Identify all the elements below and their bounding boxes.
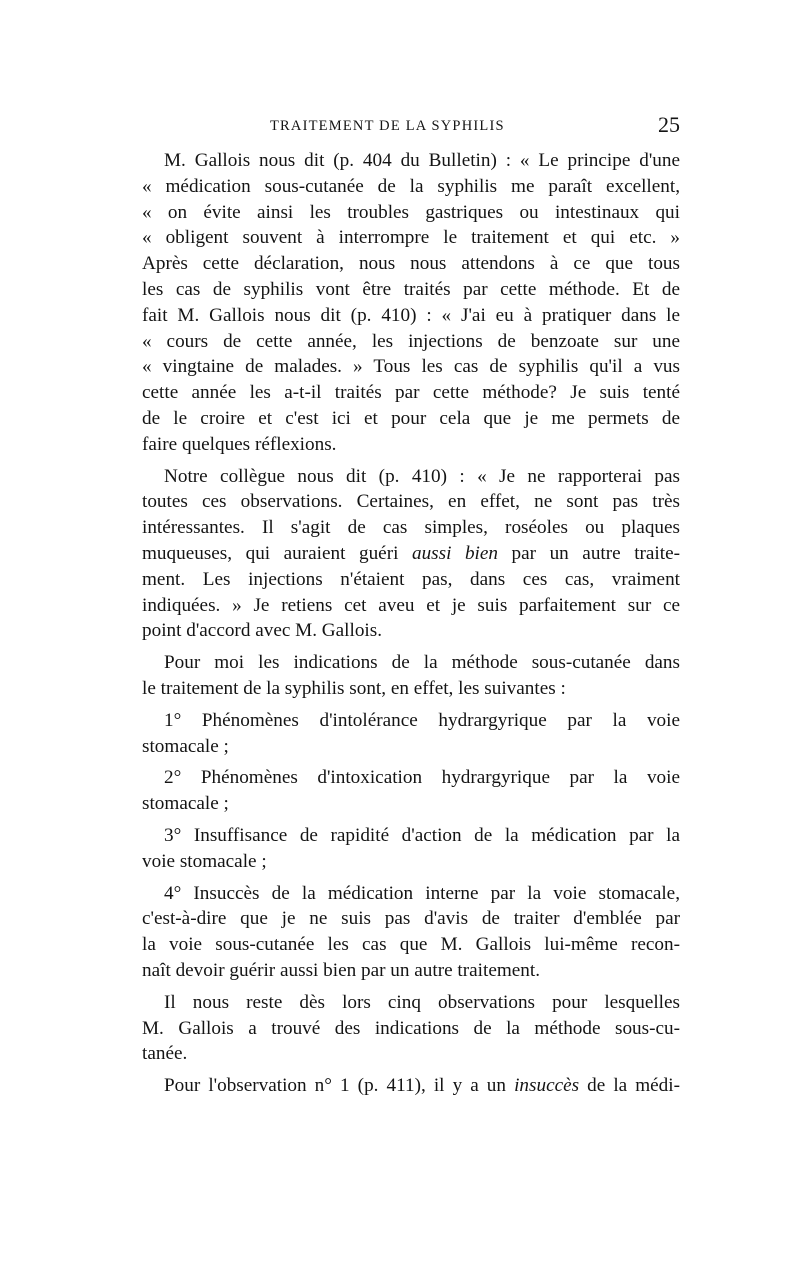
text-line: fait M. Gallois nous dit (p. 410) : « J'ai eu à pratiquer dans le: [142, 304, 680, 326]
text-run: de la médi-: [579, 1075, 681, 1097]
text-line-with-italic: [120, 541, 680, 567]
text-line: de le croire et c'est ici et pour cela que je me permets de: [142, 407, 680, 429]
text-run: par un autre traite-: [498, 542, 680, 564]
text-line: « cours de cette année, les injections de benzoate sur une: [142, 330, 680, 352]
text-line: tanée.: [142, 1043, 188, 1065]
text-line: intéressantes. Il s'agit de cas simples, roséoles ou plaques: [142, 517, 680, 539]
text-line: naît devoir guérir aussi bien par un autre traitement.: [142, 959, 541, 981]
text-line: indiquées. » Je retiens cet aveu et je suis parfaitement sur ce: [142, 594, 680, 616]
list-item-4: [120, 881, 680, 984]
italic-phrase: aussi bien: [411, 542, 498, 564]
book-page: [120, 112, 680, 1099]
text-line: point d'accord avec M. Gallois.: [142, 620, 383, 642]
text-line: 3° Insuffisance de rapidité d'action de la médication par la: [164, 824, 680, 846]
paragraph-2: [120, 464, 680, 645]
text-line: Notre collègue nous dit (p. 410) : « Je ne rapporterai pas: [164, 465, 680, 487]
text-line: « médication sous-cutanée de la syphilis me paraît excellent,: [142, 175, 680, 197]
text-line: stomacale ;: [142, 735, 229, 757]
text-line: Après cette déclaration, nous nous attendons à ce que tous: [142, 253, 680, 275]
text-line: le traitement de la syphilis sont, en effet, les suivantes :: [142, 677, 566, 699]
text-line: « on évite ainsi les troubles gastriques ou intestinaux qui: [142, 201, 680, 223]
paragraph-9: [120, 1073, 680, 1099]
paragraph-3: [120, 650, 680, 702]
paragraph-1: [120, 148, 680, 458]
running-head: [120, 112, 680, 148]
text-line: les cas de syphilis vont être traités par cette méthode. Et de: [142, 278, 680, 300]
text-line: Pour moi les indications de la méthode sous-cutanée dans: [164, 652, 680, 674]
text-line: 1° Phénomènes d'intolérance hydrargyrique par la voie: [164, 709, 680, 731]
text-line-with-italic: [120, 1073, 680, 1099]
text-line: 4° Insuccès de la médication interne par la voie stomacale,: [164, 882, 680, 904]
text-line: 2° Phénomènes d'intoxication hydrargyrique par la voie: [164, 767, 680, 789]
text-line: M. Gallois a trouvé des indications de la méthode sous-cu-: [142, 1017, 680, 1039]
list-item-2: [120, 765, 680, 817]
italic-phrase: insuccès: [514, 1075, 580, 1097]
text-line: stomacale ;: [142, 793, 229, 815]
text-run: Pour l'observation n° 1 (p. 411), il y a un: [164, 1075, 506, 1097]
paragraph-8: [120, 990, 680, 1067]
text-line: « obligent souvent à interrompre le traitement et qui etc. »: [142, 227, 680, 249]
text-line: cette année les a-t-il traités par cette méthode? Je suis tenté: [142, 382, 680, 404]
list-item-1: [120, 708, 680, 760]
page-number: 25: [658, 112, 680, 137]
text-line: la voie sous-cutanée les cas que M. Gallois lui-même recon-: [142, 934, 680, 956]
list-item-3: [120, 823, 680, 875]
text-run: muqueuses, qui auraient guéri: [142, 542, 399, 564]
running-title: TRAITEMENT DE LA SYPHILIS: [270, 118, 505, 134]
text-line: Il nous reste dès lors cinq observations pour lesquelles: [164, 991, 680, 1013]
text-line: voie stomacale ;: [142, 850, 267, 872]
text-line: toutes ces observations. Certaines, en effet, ne sont pas très: [142, 491, 680, 513]
text-line: « vingtaine de malades. » Tous les cas de syphilis qu'il a vus: [142, 356, 680, 378]
text-line: c'est-à-dire que je ne suis pas d'avis de traiter d'emblée par: [142, 908, 680, 930]
text-line: faire quelques réflexions.: [142, 433, 337, 455]
text-line: ment. Les injections n'étaient pas, dans ces cas, vraiment: [142, 568, 680, 590]
text-line: M. Gallois nous dit (p. 404 du Bulletin) : « Le principe d'une: [164, 150, 680, 171]
text-body: [120, 148, 680, 1099]
